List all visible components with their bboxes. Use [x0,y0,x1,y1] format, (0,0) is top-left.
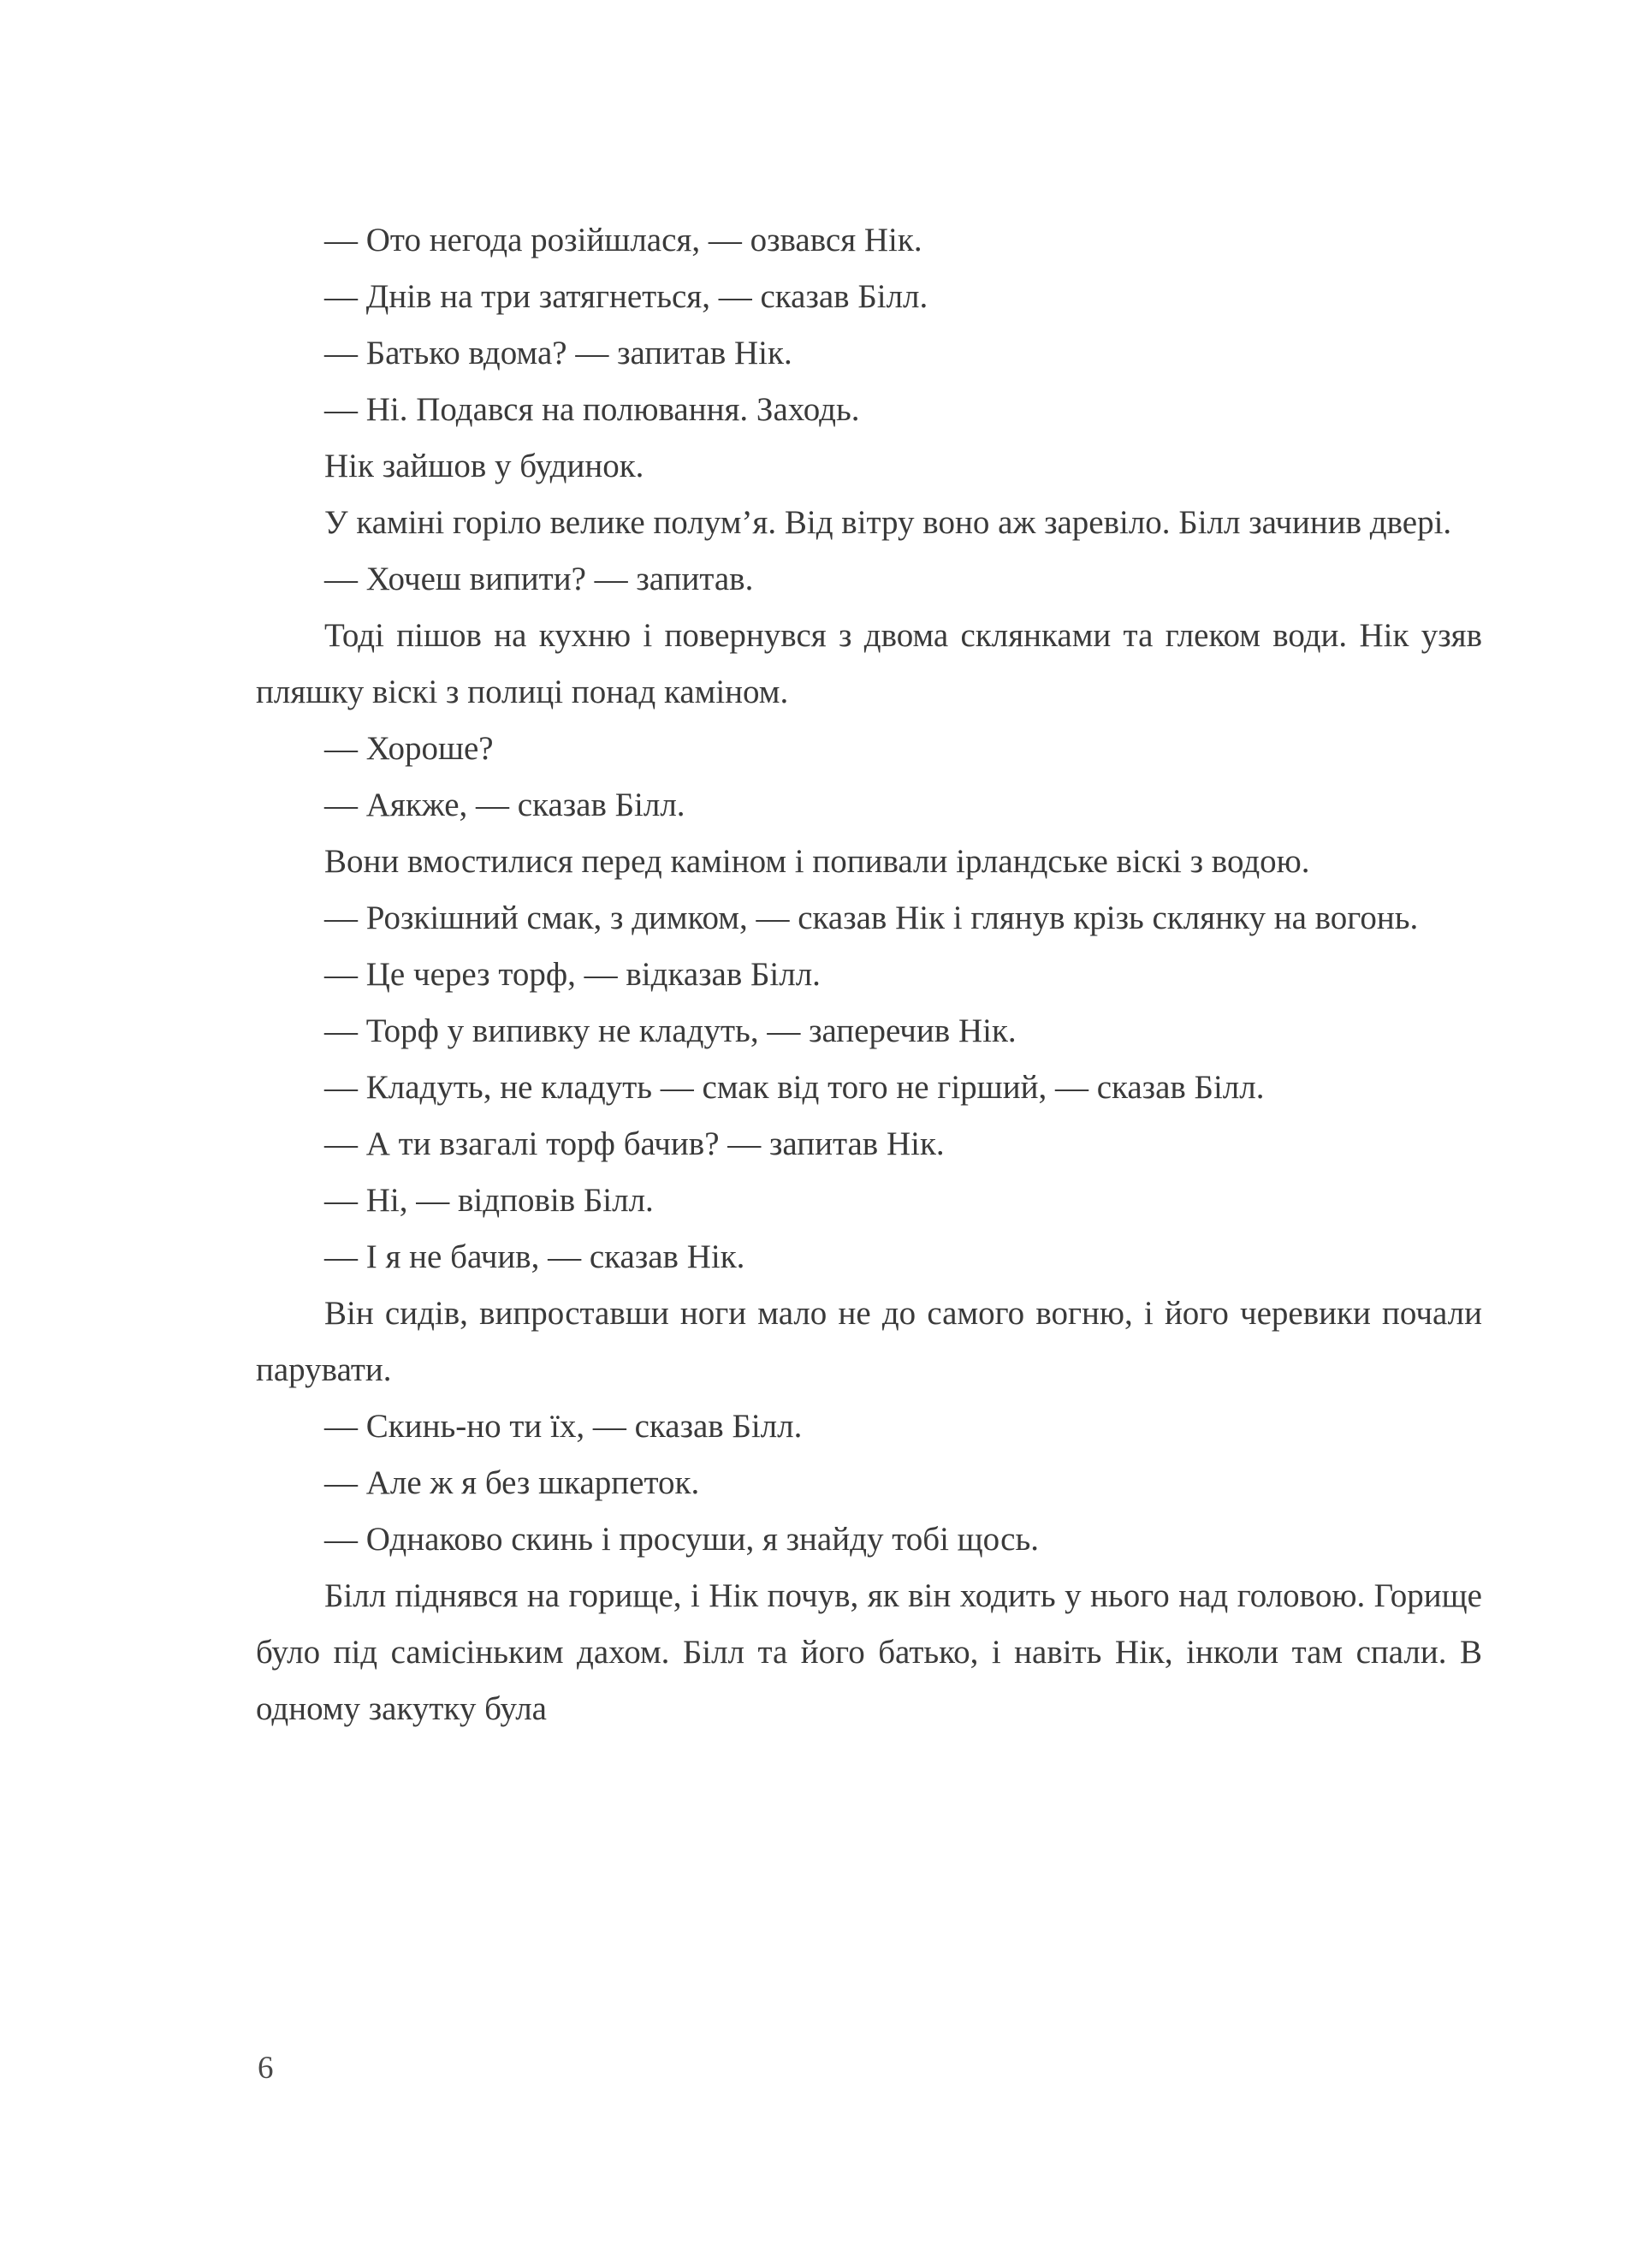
paragraph: — Скинь-но ти їх, — сказав Білл. [324,1408,803,1445]
paragraph: Білл піднявся на горище, і Нік почув, як він ходить у нього над головою. Горище було під самісіньким дахом. Білл та його батько, і навіть Нік, інколи там спали. В одному закутку була [256,1577,1482,1727]
paragraph: — Ні. Подався на полювання. Заходь. [324,391,860,428]
page-number: 6 [258,2051,274,2086]
page-text [256,212,1482,1737]
paragraph: — Розкішний смак, з димком, — сказав Нік і глянув крізь склянку на вогонь. [324,899,1419,936]
paragraph: — Батько вдома? — запитав Нік. [324,335,792,371]
paragraph: — І я не бачив, — сказав Нік. [324,1238,745,1275]
paragraph: Нік зайшов у будинок. [324,448,644,484]
paragraph: — Ото негода розійшлася, — озвався Нік. [324,222,922,258]
paragraph: У каміні горіло велике полум’я. Від вітру воно аж заревіло. Білл зачинив двері. [324,504,1452,541]
paragraph: — Кладуть, не кладуть — смак від того не гірший, — сказав Білл. [324,1069,1265,1106]
paragraph: — Але ж я без шкарпеток. [324,1464,700,1501]
paragraph: Тоді пішов на кухню і повернувся з двома склянками та глеком води. Нік узяв пляшку віскі з полиці понад каміном. [256,617,1482,710]
paragraph: — Однаково скинь і просуши, я знайду тобі щось. [324,1521,1039,1558]
paragraph: — Торф у випивку не кладуть, — заперечив Нік. [324,1012,1017,1049]
paragraph: Він сидів, випроставши ноги мало не до самого вогню, і його черевики почали парувати. [256,1295,1482,1388]
paragraph: — Хочеш випити? — запитав. [324,561,754,597]
paragraph: — Ні, — відповів Білл. [324,1182,654,1219]
paragraph: — Аякже, — сказав Білл. [324,787,685,823]
paragraph: — Хороше? [324,730,494,767]
paragraph: — А ти взагалі торф бачив? — запитав Нік. [324,1125,945,1162]
paragraph: — Це через торф, — відказав Білл. [324,956,821,993]
paragraph: — Днів на три затягнеться, — сказав Білл. [324,278,928,315]
paragraph: Вони вмостилися перед каміном і попивали ірландське віскі з водою. [324,843,1310,880]
